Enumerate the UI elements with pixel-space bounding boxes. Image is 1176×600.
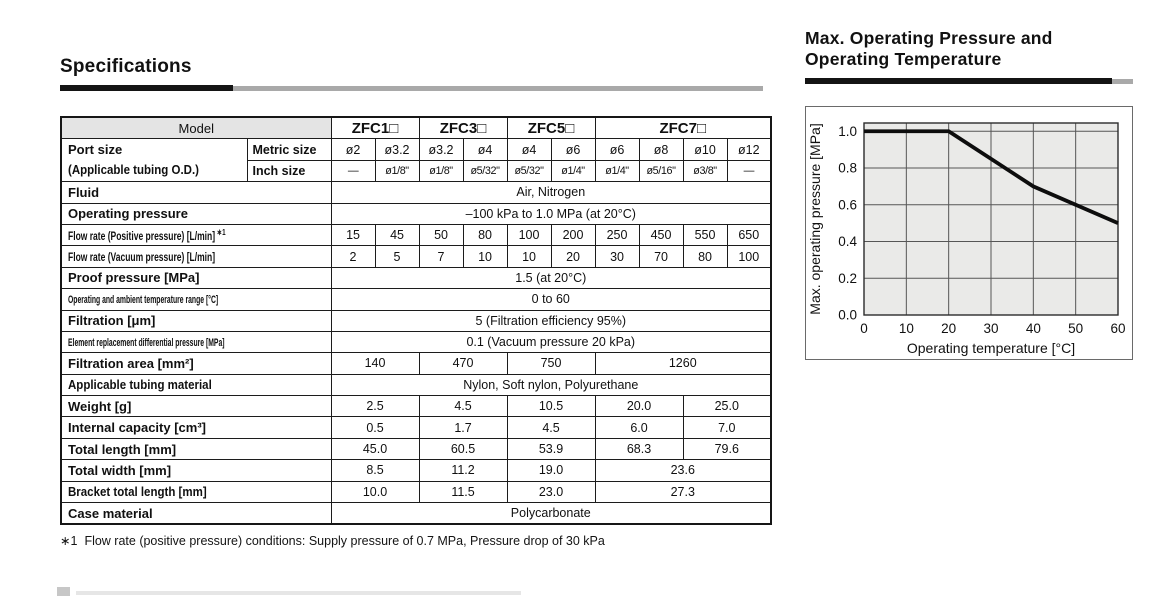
spec-value-cell: 200 [551,224,595,245]
table-row [61,203,771,224]
spec-value-cell: 80 [683,246,727,267]
spec-row-label: Operating and ambient temperature range [°C] [61,289,331,310]
spec-row-label: Applicable tubing material [61,374,331,395]
rule-gray-segment [1112,79,1133,84]
port-size-value-cell: ø6 [551,139,595,160]
spec-value-cell: 10 [507,246,551,267]
port-size-value-cell: — [727,160,771,181]
chart-section-title [805,28,1133,71]
spec-row-label: Filtration area [mm²] [61,353,331,374]
spec-row-label: Proof pressure [MPa] [61,267,331,288]
spec-value-cell: Air, Nitrogen [331,182,771,203]
model-name-cell: ZFC7□ [595,117,771,139]
table-row [61,246,771,267]
footnote-marker: ∗1 [60,534,78,549]
port-size-value-cell: ø3/8" [683,160,727,181]
spec-value-cell: 10.5 [507,396,595,417]
port-size-sub-label: Metric size [247,139,331,160]
spec-row-label: Weight [g] [61,396,331,417]
spec-value-cell: 80 [463,224,507,245]
spec-value-cell: 7.0 [683,417,771,438]
port-size-value-cell: ø12 [727,139,771,160]
table-row [61,289,771,310]
spec-value-cell: –100 kPa to 1.0 MPa (at 20°C) [331,203,771,224]
spec-value-cell: 30 [595,246,639,267]
spec-row-label: Filtration [μm] [61,310,331,331]
spec-value-cell: 50 [419,224,463,245]
port-size-value-cell: — [331,160,375,181]
specifications-title: Specifications [60,56,192,77]
spec-value-cell: 11.5 [419,481,507,502]
spec-value-cell: 45.0 [331,438,419,459]
table-row [61,310,771,331]
port-size-value-cell: ø5/32" [463,160,507,181]
spec-value-cell: 45 [375,224,419,245]
x-tick-label: 50 [1068,320,1084,336]
port-size-value-cell: ø4 [463,139,507,160]
spec-value-cell: 4.5 [419,396,507,417]
spec-value-cell: 23.6 [595,460,771,481]
cropped-next-section-mark [57,587,70,596]
spec-value-cell: 2 [331,246,375,267]
spec-value-cell: 5 (Filtration efficiency 95%) [331,310,771,331]
chart-title-line2: Operating Temperature [805,49,1002,70]
y-tick-label: 0.4 [838,233,857,249]
port-size-value-cell: ø1/4" [595,160,639,181]
model-header-cell: Model [61,117,331,139]
spec-value-cell: 7 [419,246,463,267]
port-size-value-cell: ø1/8" [375,160,419,181]
derating-chart-svg [806,107,1132,359]
spec-row-label: Total length [mm] [61,438,331,459]
model-name-cell: ZFC1□ [331,117,419,139]
chart-title-rule [805,78,1133,85]
spec-value-cell: 11.2 [419,460,507,481]
spec-value-cell: 1.5 (at 20°C) [331,267,771,288]
chart-title-line1: Max. Operating Pressure and [805,28,1053,48]
spec-value-cell: 1260 [595,353,771,374]
spec-row-label: Fluid [61,182,331,203]
table-row [61,503,771,525]
spec-value-cell: 79.6 [683,438,771,459]
table-row [61,481,771,502]
table-row [61,182,771,203]
spec-value-cell: 140 [331,353,419,374]
table-row [61,331,771,352]
spec-value-cell: 15 [331,224,375,245]
model-name-cell: ZFC5□ [507,117,595,139]
spec-value-cell: 1.7 [419,417,507,438]
footnote [60,533,770,548]
spec-row-label: Element replacement differential pressure [MPa] [61,331,331,352]
spec-value-cell: 650 [727,224,771,245]
spec-value-cell: 10.0 [331,481,419,502]
x-axis-label: Operating temperature [°C] [906,339,1076,356]
spec-row-label: Flow rate (Positive pressure) [L/min] $^{∗1}$ [61,224,331,245]
spec-value-cell: Polycarbonate [331,503,771,525]
spec-value-cell: 100 [727,246,771,267]
table-row [61,417,771,438]
spec-value-cell: 0 to 60 [331,289,771,310]
spec-row-label: Flow rate (Vacuum pressure) [L/min] [61,246,331,267]
x-tick-label: 60 [1110,320,1126,336]
spec-value-cell: 53.9 [507,438,595,459]
table-row [61,438,771,459]
spec-value-cell: 450 [639,224,683,245]
spec-value-cell: 6.0 [595,417,683,438]
x-tick-label: 40 [1025,320,1041,336]
y-tick-label: 0.6 [838,196,857,212]
rule-black-segment [60,85,233,91]
port-size-label-cell: Port size (Applicable tubing O.D.) [61,139,247,182]
spec-row-label: Bracket total length [mm] [61,481,331,502]
spec-value-cell: 470 [419,353,507,374]
port-size-value-cell: ø1/8" [419,160,463,181]
rule-gray-segment [233,86,763,91]
rule-black-segment [805,78,1112,84]
spec-row-label: Operating pressure [61,203,331,224]
port-size-value-cell: ø3.2 [419,139,463,160]
spec-value-cell: 20 [551,246,595,267]
y-tick-label: 0.2 [838,270,857,286]
table-row [61,460,771,481]
port-size-value-cell: ø3.2 [375,139,419,160]
x-tick-label: 30 [983,320,999,336]
port-size-value-cell: ø5/32" [507,160,551,181]
table-row [61,353,771,374]
specifications-title-rule [60,85,770,92]
x-tick-label: 0 [860,320,868,336]
specifications-table [60,116,772,525]
footnote-text: Flow rate (positive pressure) conditions: Supply pressure of 0.7 MPa, Pressure drop of 30 kPa [84,534,605,549]
spec-value-cell: 750 [507,353,595,374]
y-axis-label: Max. operating pressure [MPa] [807,122,823,315]
port-size-value-cell: ø10 [683,139,727,160]
spec-value-cell: 27.3 [595,481,771,502]
spec-row-label: Case material [61,503,331,525]
spec-row-label: Internal capacity [cm³] [61,417,331,438]
spec-value-cell: 4.5 [507,417,595,438]
spec-value-cell: 5 [375,246,419,267]
table-row [61,267,771,288]
spec-value-cell: 100 [507,224,551,245]
port-size-sub-label: Inch size [247,160,331,181]
spec-value-cell: 10 [463,246,507,267]
spec-value-cell: 25.0 [683,396,771,417]
port-size-value-cell: ø6 [595,139,639,160]
model-name-cell: ZFC3□ [419,117,507,139]
spec-value-cell: 550 [683,224,727,245]
table-row [61,224,771,245]
y-tick-label: 0.8 [838,160,857,176]
pressure-temperature-section [805,28,1133,360]
spec-value-cell: 20.0 [595,396,683,417]
spec-value-cell: 68.3 [595,438,683,459]
spec-value-cell: 70 [639,246,683,267]
cropped-next-section-shadow [76,591,521,595]
spec-value-cell: 19.0 [507,460,595,481]
pressure-temperature-chart [805,106,1133,360]
port-size-value-cell: ø8 [639,139,683,160]
spec-value-cell: 2.5 [331,396,419,417]
port-size-value-cell: ø4 [507,139,551,160]
spec-value-cell: 0.1 (Vacuum pressure 20 kPa) [331,331,771,352]
spec-row-label: Total width [mm] [61,460,331,481]
port-size-value-cell: ø5/16" [639,160,683,181]
spec-value-cell: 0.5 [331,417,419,438]
x-tick-label: 20 [941,320,957,336]
x-tick-label: 10 [898,320,914,336]
specifications-section [60,56,770,548]
y-tick-label: 0.0 [838,307,857,323]
spec-value-cell: 8.5 [331,460,419,481]
table-row [61,374,771,395]
spec-value-cell: 23.0 [507,481,595,502]
port-size-value-cell: ø1/4" [551,160,595,181]
spec-value-cell: Nylon, Soft nylon, Polyurethane [331,374,771,395]
spec-value-cell: 60.5 [419,438,507,459]
y-tick-label: 1.0 [838,123,857,139]
port-size-value-cell: ø2 [331,139,375,160]
spec-value-cell: 250 [595,224,639,245]
table-row [61,396,771,417]
